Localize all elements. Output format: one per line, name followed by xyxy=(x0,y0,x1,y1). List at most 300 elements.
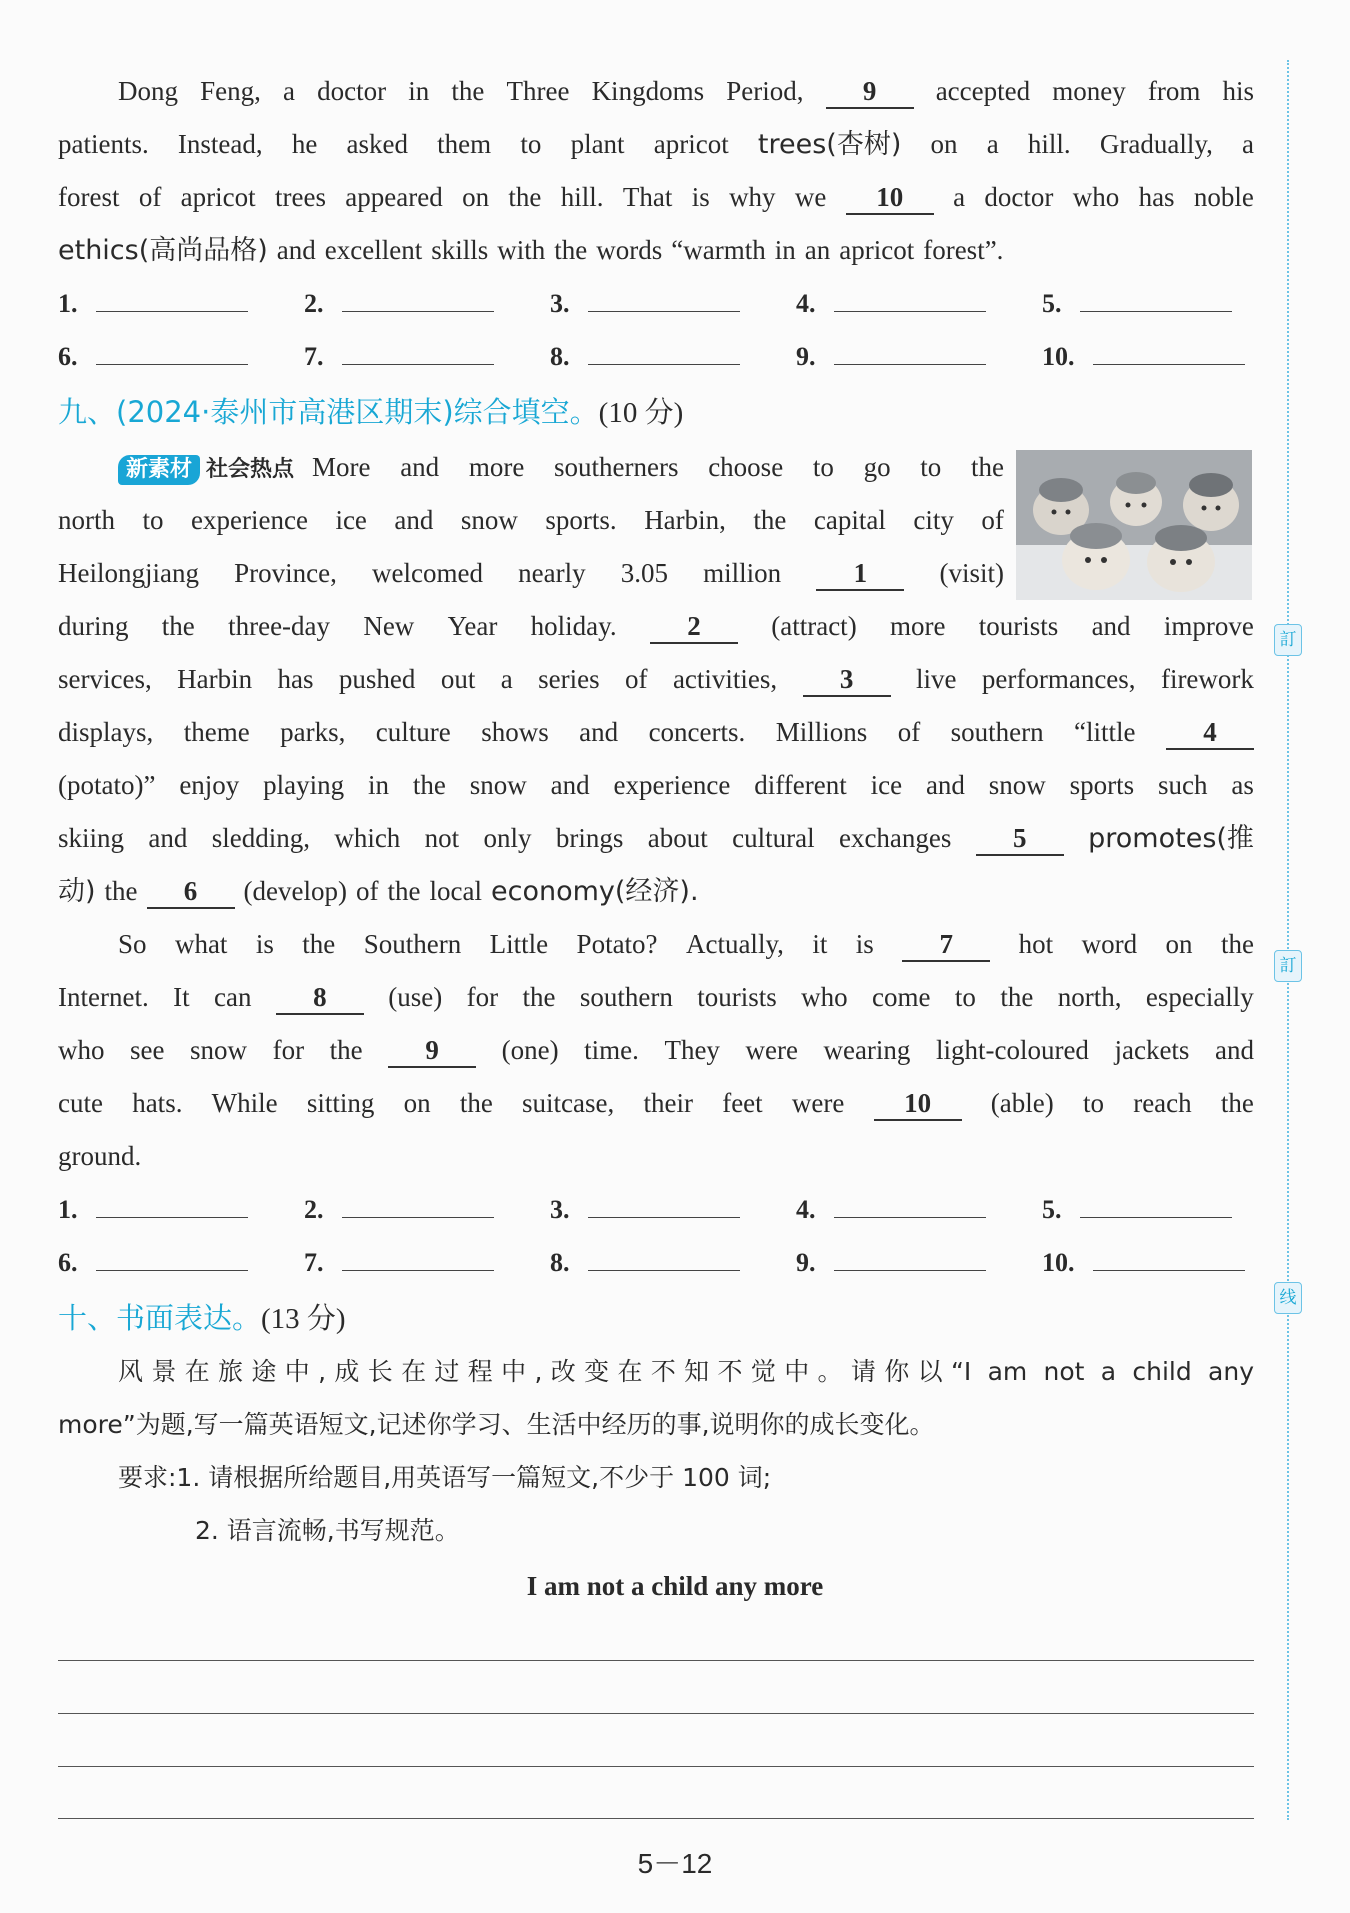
answer-item xyxy=(1042,1243,1245,1283)
prompt-text: more”为题,写一篇英语短文,记述你学习、生活中经历的事,说明你的成长变化。 xyxy=(58,1410,935,1439)
word: (able) xyxy=(990,1088,1054,1118)
word: and xyxy=(550,770,590,800)
section-title: 十、书面表达。 xyxy=(58,1301,262,1335)
word: cute xyxy=(58,1088,103,1118)
answer-blank[interactable] xyxy=(834,1248,986,1271)
answer-item xyxy=(1042,337,1245,377)
answer-number: 2. xyxy=(304,289,324,318)
word: come xyxy=(872,982,931,1012)
word: more xyxy=(468,452,525,482)
word: tourists xyxy=(978,611,1059,641)
writing-line[interactable] xyxy=(58,1713,1254,1714)
answer-blank[interactable] xyxy=(1080,289,1232,312)
word: Internet. xyxy=(58,982,149,1012)
word: Instead, xyxy=(177,129,263,159)
word: on xyxy=(462,182,490,212)
word: million xyxy=(703,558,782,588)
word: accepted xyxy=(935,76,1031,106)
word: out xyxy=(440,664,476,694)
answer-blank[interactable] xyxy=(588,1195,740,1218)
answer-number: 4. xyxy=(796,289,816,318)
word: sports xyxy=(1069,770,1135,800)
answer-blank[interactable] xyxy=(342,1195,494,1218)
section-9-heading xyxy=(58,390,683,434)
word: (develop) xyxy=(243,876,347,906)
word: the xyxy=(412,770,446,800)
answer-blank[interactable] xyxy=(588,342,740,365)
answer-item xyxy=(58,284,248,324)
section-score: (13 分) xyxy=(261,1303,346,1335)
word: why xyxy=(729,182,776,212)
text-line xyxy=(58,712,1254,752)
word: trees xyxy=(274,182,326,212)
blank-5[interactable]: 5 xyxy=(976,822,1064,856)
answer-item xyxy=(58,1190,248,1230)
word: a xyxy=(986,129,999,159)
word: brings xyxy=(555,823,624,853)
word: of xyxy=(356,876,379,906)
word: who xyxy=(801,982,848,1012)
word: trees(杏树) xyxy=(757,129,902,160)
word: They xyxy=(664,1035,720,1065)
blank-10[interactable]: 10 xyxy=(874,1087,962,1121)
word: doctor xyxy=(317,76,387,106)
answer-row xyxy=(58,337,1254,377)
word: snow xyxy=(460,505,518,535)
word: were xyxy=(745,1035,798,1065)
word: he xyxy=(291,129,318,159)
writing-line[interactable] xyxy=(58,1818,1254,1819)
word: (attract) xyxy=(771,611,857,641)
text-line-first xyxy=(118,447,1004,487)
word: ground. xyxy=(58,1141,142,1171)
answer-item xyxy=(796,1190,986,1230)
word: choose xyxy=(708,452,784,482)
word: of xyxy=(138,182,162,212)
text-line xyxy=(58,765,1254,805)
word: asked xyxy=(346,129,408,159)
word: north, xyxy=(1057,982,1122,1012)
answer-row xyxy=(58,1190,1254,1230)
word: So xyxy=(118,929,147,959)
word: words xyxy=(596,235,663,265)
word: and xyxy=(276,235,316,265)
word: patients. xyxy=(58,129,149,159)
word: word xyxy=(1081,929,1138,959)
requirement-line xyxy=(195,1511,1195,1551)
answer-item xyxy=(550,1190,740,1230)
blank-9[interactable]: 9 xyxy=(826,75,914,109)
answer-number: 5. xyxy=(1042,1195,1062,1224)
answer-item xyxy=(304,337,494,377)
word: we xyxy=(794,182,827,212)
word: skills xyxy=(431,235,489,265)
word: for xyxy=(466,982,499,1012)
answer-row xyxy=(58,284,1254,324)
blank-10[interactable]: 10 xyxy=(846,181,934,215)
word: sitting xyxy=(306,1088,375,1118)
word: ice xyxy=(870,770,903,800)
word: promotes(推 xyxy=(1088,823,1254,854)
word: to xyxy=(520,129,542,159)
answer-item xyxy=(1042,284,1232,324)
word: has xyxy=(277,664,314,694)
word: plant xyxy=(570,129,625,159)
text-line xyxy=(58,659,1254,699)
answer-blank[interactable] xyxy=(1093,342,1245,365)
word: Harbin, xyxy=(644,505,726,535)
word: the xyxy=(1220,929,1254,959)
word: nearly xyxy=(518,558,586,588)
word: north xyxy=(58,505,115,535)
word: from xyxy=(1147,76,1201,106)
text-line xyxy=(58,1136,1254,1176)
word: Southern xyxy=(363,929,462,959)
word: the xyxy=(753,505,787,535)
blank-6[interactable]: 6 xyxy=(147,875,235,909)
word: ethics(高尚品格) xyxy=(58,235,268,266)
word: more xyxy=(889,611,946,641)
word: Feng, xyxy=(200,76,261,106)
word: exchanges xyxy=(838,823,952,853)
word: what xyxy=(174,929,228,959)
word: Millions xyxy=(775,717,868,747)
word: Harbin xyxy=(177,664,253,694)
hot-topic-tag: 社会热点 xyxy=(206,457,295,482)
word: the xyxy=(161,611,195,641)
answer-blank[interactable] xyxy=(342,1248,494,1271)
word: displays, xyxy=(58,717,154,747)
word: 3.05 xyxy=(620,558,669,588)
word: has xyxy=(1138,182,1175,212)
word: different xyxy=(754,770,847,800)
word: improve xyxy=(1163,611,1254,641)
answer-item xyxy=(58,1243,248,1283)
word: and xyxy=(148,823,188,853)
word: culture xyxy=(375,717,451,747)
word: the xyxy=(970,452,1004,482)
word: to xyxy=(812,452,834,482)
word: reach xyxy=(1133,1088,1192,1118)
word: economy(经济). xyxy=(490,876,699,907)
word: about xyxy=(647,823,708,853)
word: concerts. xyxy=(648,717,746,747)
word: only xyxy=(483,823,532,853)
writing-line[interactable] xyxy=(58,1766,1254,1767)
blank-8[interactable]: 8 xyxy=(276,981,364,1015)
word: in xyxy=(774,235,796,265)
word: sports. xyxy=(545,505,617,535)
text-line xyxy=(58,177,1254,217)
word: parks, xyxy=(280,717,346,747)
word: as xyxy=(1231,770,1254,800)
answer-number: 6. xyxy=(58,342,78,371)
word: and xyxy=(394,505,434,535)
word: sledding, xyxy=(211,823,310,853)
word: hats. xyxy=(132,1088,183,1118)
word: southern xyxy=(950,717,1044,747)
word: experience xyxy=(191,505,308,535)
text-line xyxy=(58,977,1254,1017)
word: to xyxy=(142,505,164,535)
word: of xyxy=(981,505,1004,535)
word: snow xyxy=(190,1035,248,1065)
blank-7[interactable]: 7 xyxy=(902,928,990,962)
answer-item xyxy=(796,1243,986,1283)
word: activities, xyxy=(672,664,778,694)
answer-number: 9. xyxy=(796,1248,816,1277)
word: snow xyxy=(469,770,527,800)
word: see xyxy=(130,1035,165,1065)
text-line xyxy=(58,500,1004,540)
answer-number: 5. xyxy=(1042,289,1062,318)
section-10-heading xyxy=(58,1296,346,1340)
answer-blank[interactable] xyxy=(96,1195,248,1218)
text-line xyxy=(58,606,1254,646)
answer-number: 7. xyxy=(304,1248,324,1277)
word: (visit) xyxy=(939,558,1004,588)
answer-number: 1. xyxy=(58,1195,78,1224)
answer-blank[interactable] xyxy=(96,342,248,365)
word: apricot xyxy=(180,182,256,212)
writing-prompt-line xyxy=(58,1405,1254,1445)
word: to xyxy=(1082,1088,1104,1118)
word: which xyxy=(334,823,401,853)
word: to xyxy=(954,982,976,1012)
word: pushed xyxy=(338,664,416,694)
word: the xyxy=(1000,982,1034,1012)
writing-line[interactable] xyxy=(58,1660,1254,1661)
word: holiday. xyxy=(530,611,617,641)
word: the xyxy=(329,1035,363,1065)
answer-number: 1. xyxy=(58,289,78,318)
answer-item xyxy=(550,284,740,324)
word: That xyxy=(622,182,673,212)
answer-blank[interactable] xyxy=(588,1248,740,1271)
word: welcomed xyxy=(372,558,483,588)
word: suitcase, xyxy=(522,1088,615,1118)
word: especially xyxy=(1145,982,1254,1012)
writing-prompt-line xyxy=(118,1352,1254,1392)
essay-title: I am not a child any more xyxy=(526,1571,824,1601)
answer-item xyxy=(550,337,740,377)
answer-blank[interactable] xyxy=(588,289,740,312)
word: not xyxy=(424,823,460,853)
word: of xyxy=(897,717,921,747)
word: forest”. xyxy=(923,235,1004,265)
word: Actually, xyxy=(685,929,784,959)
text-line xyxy=(58,818,1254,858)
word: and xyxy=(925,770,965,800)
word: to xyxy=(920,452,942,482)
word: the xyxy=(554,235,588,265)
word: It xyxy=(173,982,190,1012)
word: (potato)” xyxy=(58,770,156,800)
word: a xyxy=(1242,129,1254,159)
word: shows xyxy=(481,717,549,747)
text-line xyxy=(58,871,1254,911)
answer-item xyxy=(58,337,248,377)
blank-4[interactable]: 4 xyxy=(1166,716,1254,750)
word: apricot xyxy=(653,129,729,159)
word: with xyxy=(497,235,546,265)
text-line xyxy=(58,1030,1254,1070)
word: Gradually, xyxy=(1099,129,1213,159)
word: is xyxy=(255,929,274,959)
word: a xyxy=(953,182,966,212)
word: time. xyxy=(584,1035,639,1065)
word: More xyxy=(312,452,371,482)
binding-margin-line xyxy=(1287,60,1289,1820)
word: such xyxy=(1158,770,1208,800)
answer-blank[interactable] xyxy=(342,289,494,312)
margin-mark: 訂 xyxy=(1274,950,1302,982)
word: playing xyxy=(263,770,345,800)
answer-blank[interactable] xyxy=(1093,1248,1245,1271)
blank-2[interactable]: 2 xyxy=(650,610,738,644)
section-title: 九、(2024·泰州市高港区期末)综合填空。 xyxy=(58,395,599,429)
word: the xyxy=(459,1088,493,1118)
word: on xyxy=(403,1088,431,1118)
word: cultural xyxy=(732,823,815,853)
answer-item xyxy=(550,1243,740,1283)
requirement-text: 要求:1. 请根据所给题目,用英语写一篇短文,不少于 100 词; xyxy=(118,1463,772,1492)
word: Heilongjiang xyxy=(58,558,199,588)
word: in xyxy=(368,770,390,800)
word: Three xyxy=(506,76,570,106)
word: feet xyxy=(722,1088,763,1118)
word: firework xyxy=(1160,664,1254,694)
snow-potato-photo xyxy=(1016,450,1252,600)
text-line xyxy=(58,1083,1254,1123)
answer-blank[interactable] xyxy=(834,1195,986,1218)
word: snow xyxy=(988,770,1046,800)
word: an xyxy=(804,235,831,265)
word: (one) xyxy=(501,1035,559,1065)
word: southerners xyxy=(554,452,679,482)
word: and xyxy=(579,717,619,747)
answer-number: 4. xyxy=(796,1195,816,1224)
answer-item xyxy=(304,1190,494,1230)
line-words xyxy=(312,447,1004,487)
word: experience xyxy=(613,770,731,800)
word: jackets xyxy=(1114,1035,1190,1065)
word: tourists xyxy=(697,982,777,1012)
answer-number: 3. xyxy=(550,289,570,318)
word: money xyxy=(1052,76,1126,106)
answer-blank[interactable] xyxy=(834,342,986,365)
word: in xyxy=(408,76,430,106)
word: Province, xyxy=(234,558,337,588)
word: is xyxy=(855,929,874,959)
word: (use) xyxy=(388,982,443,1012)
word: excellent xyxy=(324,235,423,265)
word: can xyxy=(213,982,252,1012)
word: and xyxy=(1091,611,1131,641)
word: the xyxy=(1220,1088,1254,1118)
word: “little xyxy=(1074,717,1136,747)
word: were xyxy=(791,1088,845,1118)
margin-mark: 訂 xyxy=(1274,624,1302,656)
answer-number: 9. xyxy=(796,342,816,371)
word: go xyxy=(863,452,891,482)
word: light-coloured xyxy=(935,1035,1089,1065)
word: wearing xyxy=(823,1035,911,1065)
word: Potato? xyxy=(576,929,658,959)
word: forest xyxy=(58,182,120,212)
word: Year xyxy=(447,611,498,641)
word: the xyxy=(302,929,336,959)
word: for xyxy=(272,1035,305,1065)
page-number: 5－12 xyxy=(637,1848,713,1879)
word: doctor xyxy=(984,182,1054,212)
word: services, xyxy=(58,664,152,694)
blank-9[interactable]: 9 xyxy=(388,1034,476,1068)
answer-number: 6. xyxy=(58,1248,78,1277)
word: his xyxy=(1222,76,1254,106)
answer-blank[interactable] xyxy=(1080,1195,1232,1218)
word: noble xyxy=(1193,182,1254,212)
answer-blank[interactable] xyxy=(96,289,248,312)
text-line xyxy=(118,924,1254,964)
word: While xyxy=(211,1088,278,1118)
requirement-text: 2. 语言流畅,书写规范。 xyxy=(195,1516,460,1545)
answer-item xyxy=(304,284,494,324)
word: series xyxy=(538,664,600,694)
blank-1[interactable]: 1 xyxy=(816,557,904,591)
answer-blank[interactable] xyxy=(342,342,494,365)
word: 动) xyxy=(58,876,96,907)
word: the xyxy=(387,876,421,906)
margin-mark: 线 xyxy=(1274,1282,1302,1314)
word: Kingdoms xyxy=(591,76,705,106)
answer-number: 8. xyxy=(550,1248,570,1277)
word: them xyxy=(437,129,492,159)
word: a xyxy=(283,76,295,106)
word: Little xyxy=(489,929,549,959)
word: “warmth xyxy=(671,235,766,265)
word: enjoy xyxy=(179,770,240,800)
word: New xyxy=(363,611,415,641)
word: the xyxy=(508,182,542,212)
prompt-text: 风景在旅途中,成长在过程中,改变在不知不觉中。请你以“I am not a child any xyxy=(118,1357,1254,1386)
word: local xyxy=(429,876,482,906)
text-line xyxy=(58,124,1254,164)
word: and xyxy=(1214,1035,1254,1065)
requirement-line xyxy=(118,1458,1254,1498)
answer-number: 2. xyxy=(304,1195,324,1224)
answer-number: 7. xyxy=(304,342,324,371)
word: skiing xyxy=(58,823,125,853)
answer-blank[interactable] xyxy=(834,289,986,312)
section-score: (10 分) xyxy=(598,397,684,429)
word: live xyxy=(915,664,957,694)
word: ice xyxy=(335,505,367,535)
word: the xyxy=(451,76,485,106)
word: is xyxy=(691,182,710,212)
word: three-day xyxy=(228,611,331,641)
word: who xyxy=(1072,182,1120,212)
answer-number: 3. xyxy=(550,1195,570,1224)
word: and xyxy=(400,452,440,482)
word: on xyxy=(930,129,958,159)
answer-blank[interactable] xyxy=(96,1248,248,1271)
word: appeared xyxy=(345,182,443,212)
answer-item xyxy=(796,337,986,377)
word: hill. xyxy=(560,182,604,212)
blank-3[interactable]: 3 xyxy=(803,663,891,697)
text-line xyxy=(118,71,1254,111)
